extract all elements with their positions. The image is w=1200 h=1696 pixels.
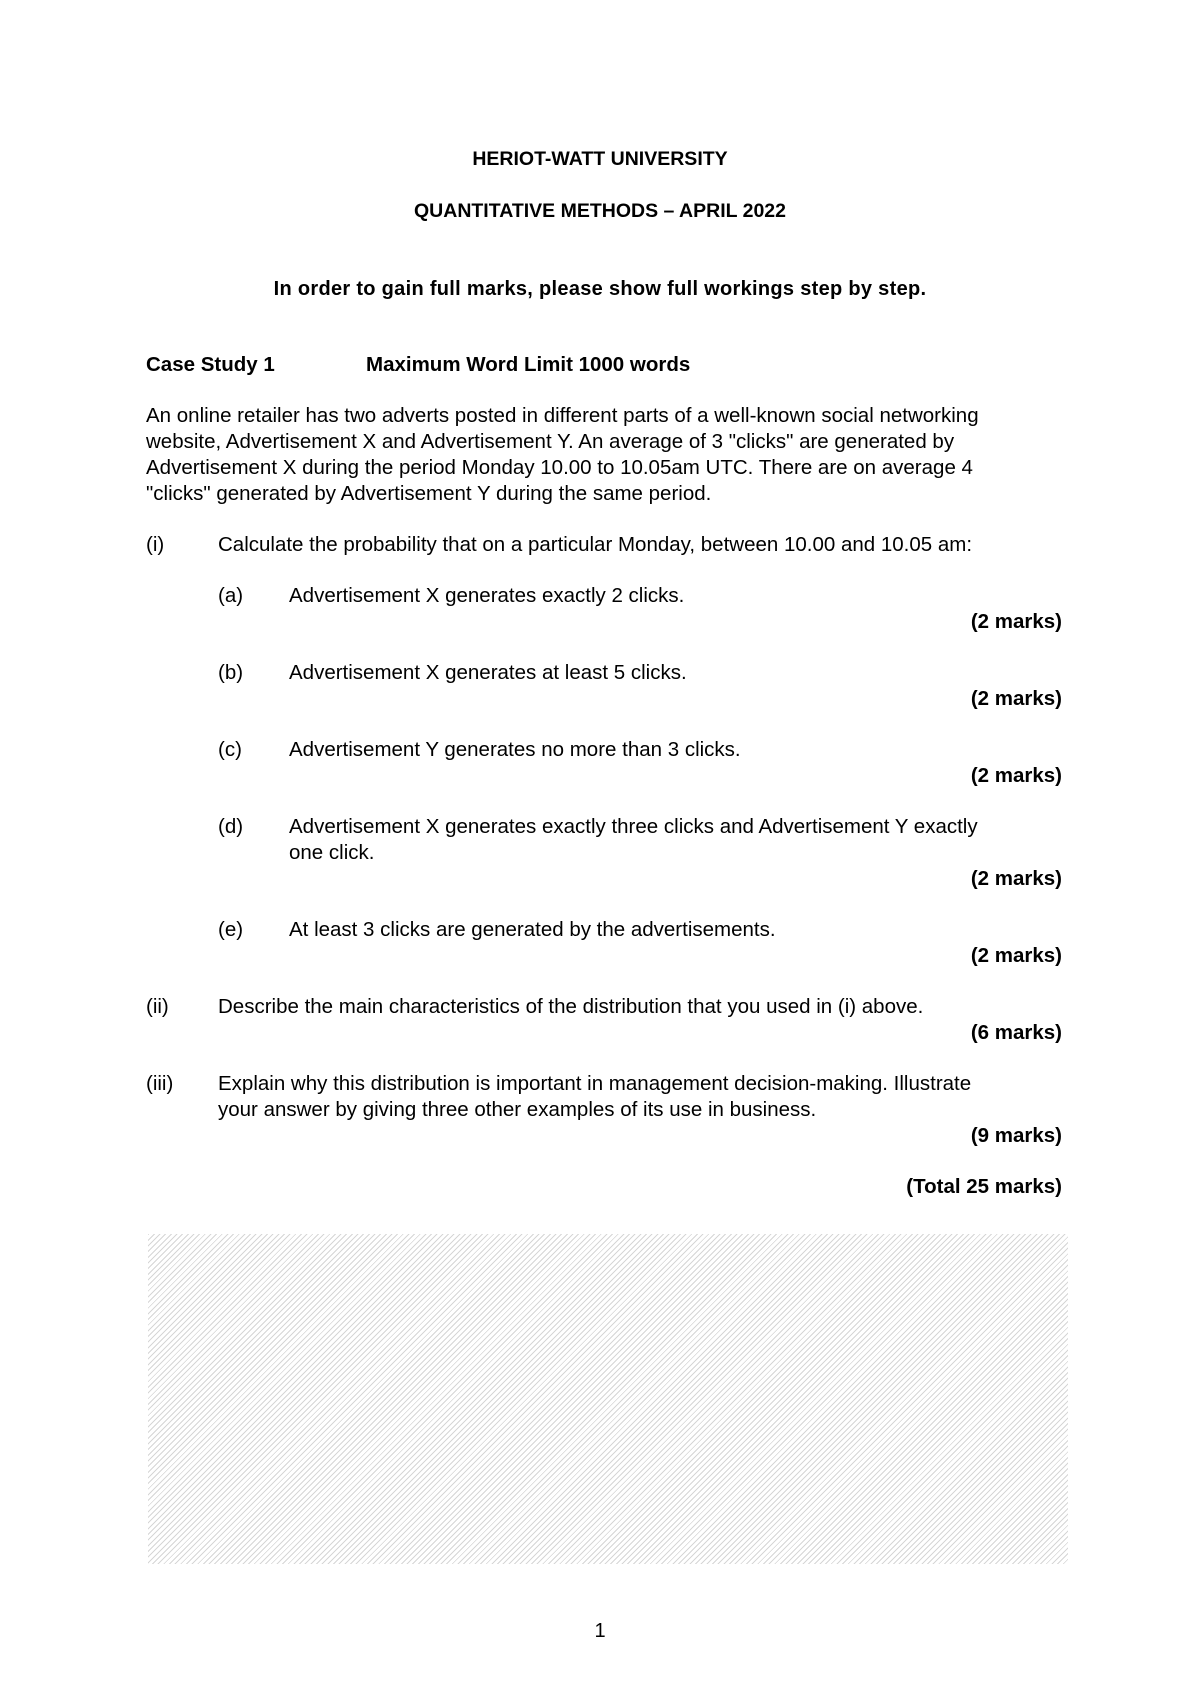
subquestion-line: one click. — [289, 841, 375, 864]
exam-title: QUANTITATIVE METHODS – APRIL 2022 — [413, 200, 786, 222]
question-line: Explain why this distribution is important in management decision-making. Illustrate — [218, 1072, 972, 1095]
page-number: 1 — [594, 1620, 606, 1642]
question-label: (ii) — [146, 995, 169, 1018]
instruction-text: In order to gain full marks, please show full workings step by step. — [273, 278, 927, 300]
subquestion-label: (d) — [218, 815, 244, 838]
intro-line: "clicks" generated by Advertisement Y during the same period. — [146, 482, 712, 505]
question-text: Calculate the probability that on a particular Monday, between 10.00 and 10.05 am: — [218, 533, 973, 556]
total-marks: (Total 25 marks) — [906, 1175, 1062, 1198]
subquestion-label: (b) — [218, 661, 244, 684]
marks-label: (2 marks) — [970, 944, 1062, 967]
subquestion-line: Advertisement X generates exactly three clicks and Advertisement Y exactly — [289, 815, 978, 838]
question-text: Describe the main characteristics of the distribution that you used in (i) above. — [218, 995, 924, 1018]
marks-label: (2 marks) — [970, 610, 1062, 633]
question-label: (i) — [146, 533, 165, 556]
question-text — [218, 1071, 1068, 1123]
case-study-intro — [146, 403, 1076, 507]
subquestion-text: Advertisement X generates exactly 2 clicks. — [289, 584, 685, 607]
intro-line: An online retailer has two adverts posted in different parts of a well-known social networking — [146, 404, 979, 427]
intro-line: Advertisement X during the period Monday 10.00 to 10.05am UTC. There are on average 4 — [146, 456, 973, 479]
redacted-area — [148, 1234, 1068, 1564]
university-title: HERIOT-WATT UNIVERSITY — [472, 148, 728, 170]
marks-label: (6 marks) — [970, 1021, 1062, 1044]
question-label: (iii) — [146, 1072, 174, 1095]
intro-line: website, Advertisement X and Advertisement Y. An average of 3 "clicks" are generated by — [146, 430, 955, 453]
subquestion-label: (c) — [218, 738, 242, 761]
word-limit: Maximum Word Limit 1000 words — [366, 353, 691, 376]
marks-label: (2 marks) — [970, 687, 1062, 710]
marks-label: (2 marks) — [970, 867, 1062, 890]
subquestion-text: Advertisement Y generates no more than 3 clicks. — [289, 738, 741, 761]
marks-label: (9 marks) — [970, 1124, 1062, 1147]
subquestion-label: (a) — [218, 584, 244, 607]
marks-label: (2 marks) — [970, 764, 1062, 787]
question-line: your answer by giving three other examples of its use in business. — [218, 1098, 817, 1121]
subquestion-text — [289, 814, 1069, 866]
case-study-label: Case Study 1 — [146, 353, 275, 376]
subquestion-text: Advertisement X generates at least 5 clicks. — [289, 661, 687, 684]
subquestion-text: At least 3 clicks are generated by the advertisements. — [289, 918, 776, 941]
subquestion-label: (e) — [218, 918, 244, 941]
